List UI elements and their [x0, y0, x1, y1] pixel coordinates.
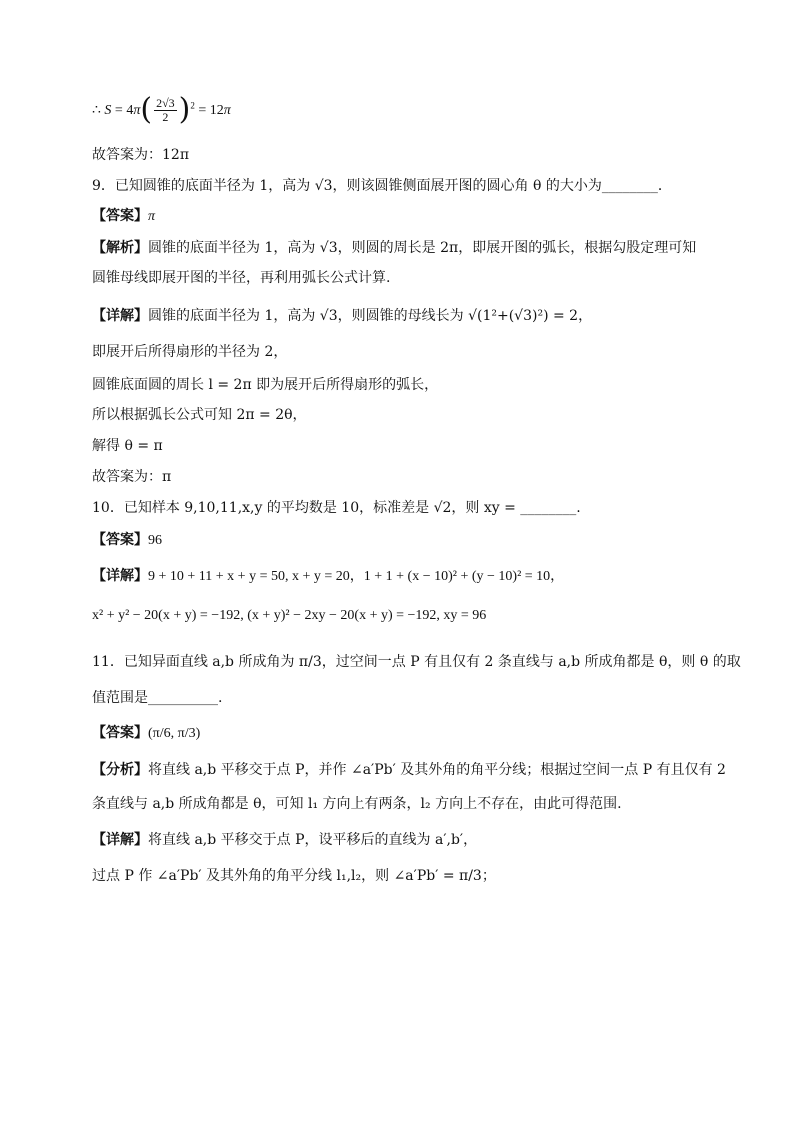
detail-9-line5: 解得 θ = π — [92, 438, 163, 454]
detail-text: 圆锥的底面半径为 1，高为 √3，则圆锥的母线长为 √(1²+(√3)²) = 2， — [148, 308, 593, 324]
answer-10 — [92, 530, 162, 551]
analysis-tag: 【分析】 — [92, 762, 148, 778]
answer-value: (π/6, π/3) — [148, 726, 201, 741]
detail-9-line1 — [92, 306, 592, 326]
analysis-11-line2: 条直线与 a,b 所成角都是 θ，可知 l₁ 方向上有两条，l₂ 方向上不存在，由此可得范围. — [92, 796, 622, 812]
answer-11 — [92, 723, 200, 744]
answer-9 — [92, 206, 155, 227]
question-9: 9．已知圆锥的底面半径为 1，高为 √3，则该圆锥侧面展开图的圆心角 θ 的大小为________． — [92, 178, 672, 194]
answer-value: π — [148, 209, 156, 224]
detail-tag: 【详解】 — [92, 308, 148, 324]
detail-11-line2: 过点 P 作 ∠a′Pb′ 及其外角的角平分线 l₁,l₂，则 ∠a′Pb′ = π/3； — [92, 868, 496, 884]
area-formula-line: ∴ S = 4π( $\frac{2√3}{2}$ )$^2$ = 12π — [92, 92, 231, 127]
detail-text: 9 + 10 + 11 + x + y = 50, x + y = 20，1 + 1 + (x − 10)² + (y − 10)² = 10， — [148, 569, 565, 584]
question-11-line2: 值范围是__________. — [92, 690, 223, 706]
detail-10-line1 — [92, 566, 564, 587]
detail-11-line1 — [92, 830, 477, 850]
question-11-line1: 11．已知异面直线 a,b 所成角为 π/3，过空间一点 P 有且仅有 2 条直线与 a,b 所成角都是 θ，则 θ 的取 — [92, 654, 741, 670]
question-10: 10．已知样本 9,10,11,x,y 的平均数是 10，标准差是 √2，则 xy = ________. — [92, 500, 581, 516]
detail-text: 将直线 a,b 平移交于点 P，设平移后的直线为 a′,b′， — [148, 832, 478, 848]
detail-tag: 【详解】 — [92, 832, 148, 848]
answer-tag: 【答案】 — [92, 532, 148, 548]
answer-value: 96 — [148, 533, 162, 548]
analysis-tag: 【解析】 — [92, 240, 148, 256]
answer-tag: 【答案】 — [92, 725, 148, 741]
detail-tag: 【详解】 — [92, 568, 148, 584]
detail-9-line3: 圆锥底面圆的周长 l = 2π 即为展开后所得扇形的弧长， — [92, 377, 439, 393]
analysis-9-line1 — [92, 238, 696, 258]
analysis-text: 将直线 a,b 平移交于点 P，并作 ∠a′Pb′ 及其外角的角平分线；根据过空间一点 P 有且仅有 2 — [148, 762, 726, 778]
detail-9-line2: 即展开后所得扇形的半径为 2， — [92, 344, 288, 360]
analysis-text: 圆锥的底面半径为 1，高为 √3，则圆的周长是 2π，即展开图的弧长，根据勾股定理可知 — [148, 240, 697, 256]
detail-9-line4: 所以根据弧长公式可知 2π = 2θ， — [92, 407, 307, 423]
detail-9-line6: 故答案为：π — [92, 469, 172, 485]
detail-10-line2: x² + y² − 20(x + y) = −192, (x + y)² − 2xy − 20(x + y) = −192, xy = 96 — [92, 608, 487, 623]
answer-tag: 【答案】 — [92, 208, 148, 224]
answer-line-8: 故答案为：12π — [92, 147, 190, 163]
analysis-9-line2: 圆锥母线即展开图的半径，再利用弧长公式计算. — [92, 270, 391, 286]
analysis-11-line1 — [92, 760, 726, 780]
